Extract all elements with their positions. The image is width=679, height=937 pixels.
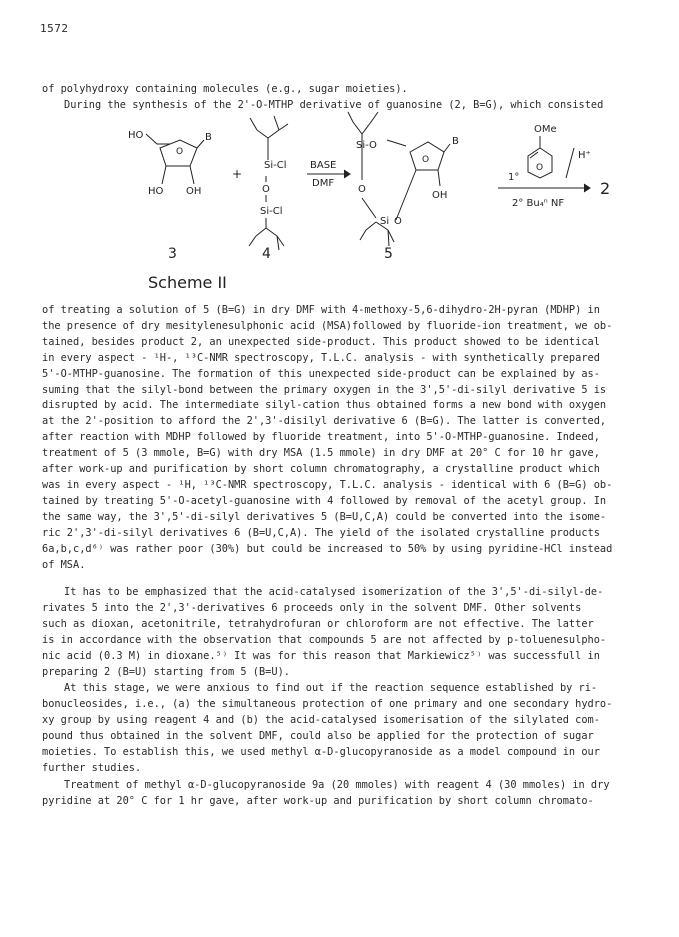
label-o: O <box>422 155 430 165</box>
text-line: xy group by using reagent 4 and (b) the acid-catalysed isomerisation of the silylated com- <box>42 713 600 726</box>
label-base: BASE <box>310 160 337 171</box>
text-line: such as dioxan, acetonitrile, tetrahydrofuran or chloroform are not effective. The latter <box>42 617 594 630</box>
scheme-title: Scheme II <box>148 273 227 292</box>
text-line: ric 2',3'-di-silyl derivatives 6 (B=U,C,A). The yield of the isolated crystalline products <box>42 526 600 539</box>
text-line: is in accordance with the observation that compounds 5 are not affected by p-toluenesulpho- <box>42 633 607 646</box>
label-oh: OH <box>432 190 448 201</box>
text-line: of polyhydroxy containing molecules (e.g., sugar moieties). <box>42 83 408 95</box>
label-oh: OH <box>186 186 202 197</box>
plus-sign: + <box>232 167 243 181</box>
text-line: nic acid (0.3 M) in dioxane.⁵⁾ It was for this reason that Markiewicz⁵⁾ was successfull in <box>42 649 600 662</box>
compound-number: 5 <box>384 246 393 262</box>
text-line: was in every aspect - ¹H, ¹³C-NMR spectroscopy, T.L.C. analysis - identical with 6 (B=G) ob- <box>42 478 613 491</box>
product-number: 2 <box>600 179 611 198</box>
text-line: further studies. <box>42 761 142 774</box>
label-b: B <box>205 132 212 143</box>
paragraph-2 <box>42 585 650 680</box>
label-step-1: 1° <box>508 172 520 183</box>
text-line: pyridine at 20° C for 1 hr gave, after work-up and purification by short column chromato- <box>42 794 594 807</box>
text-line: at the 2'-position to afford the 2',3'-disilyl derivative 6 (B=G). The latter is converted, <box>42 415 607 428</box>
text-line: after work-up and purification by short column chromatography, a crystalline product which <box>42 463 600 476</box>
paragraph-main <box>42 303 650 573</box>
text-line: the same way, the 3',5'-di-silyl derivatives 5 (B=U,C,A) could be converted into the isome- <box>42 510 607 523</box>
text-line: Treatment of methyl α-D-glucopyranoside 9a (20 mmoles) with reagent 4 (30 mmoles) in dry <box>64 779 610 791</box>
label-ome: OMe <box>534 124 557 135</box>
text-line: tained by treating 5'-O-acetyl-guanosine with 4 followed by removal of the acetyl group. In <box>42 494 607 507</box>
compound-number: 4 <box>262 246 271 262</box>
text-line: of treating a solution of 5 (B=G) in dry DMF with 4-methoxy-5,6-dihydro-2H-pyran (MDHP) in <box>42 304 600 316</box>
text-line: At this stage, we were anxious to find out if the reaction sequence established by ri- <box>64 682 598 694</box>
label-si: Si <box>380 216 390 227</box>
paragraph-4 <box>42 778 650 810</box>
label-o: O <box>394 216 402 227</box>
label-o: O <box>176 147 184 157</box>
label-b: B <box>452 136 459 147</box>
label-dmf: DMF <box>312 178 335 189</box>
label-step-2: 2° Bu₄ⁿ NF <box>512 198 565 209</box>
text-line: after reaction with MDHP followed by fluoride treatment, into 5'-O-MTHP-guanosine. Indeed, <box>42 431 600 444</box>
text-line: preparing 2 (B=U) starting from 5 (B=U). <box>42 665 290 678</box>
text-line: of MSA. <box>42 558 86 571</box>
text-line: moieties. To establish this, we used methyl α-D-glucopyranoside as a model compound in our <box>42 745 600 758</box>
label-ho: HO <box>148 186 164 197</box>
compound-number: 3 <box>168 246 177 262</box>
text-line: treatment of 5 (3 mmole, B=G) with dry MSA (1.5 mmole) in dry DMF at 20° C for 10 hr gave, <box>42 447 600 460</box>
text-line: 6a,b,c,d⁶⁾ was rather poor (30%) but could be increased to 50% by using pyridine-HCl instead <box>42 542 613 555</box>
label-si-cl: Si-Cl <box>260 206 283 217</box>
label-si-cl: Si-Cl <box>264 160 287 171</box>
paragraph-3 <box>42 681 650 776</box>
label-o: O <box>536 163 544 173</box>
text-line: suming that the silyl-bond between the primary oxygen in the 3',5'-di-silyl derivative 5 is <box>42 383 607 396</box>
text-line: disrupted by acid. The intermediate silyl-cation thus obtained forms a new bond with oxygen <box>42 399 607 412</box>
text-line: the presence of dry mesitylenesulphonic acid (MSA)followed by fluoride-ion treatment, we ob- <box>42 319 613 332</box>
text-line: in every aspect - ¹H-, ¹³C-NMR spectroscopy, T.L.C. analysis - with synthetically prepared <box>42 351 600 364</box>
text-line: rivates 5 into the 2',3'-derivatives 6 proceeds only in the solvent DMF. Other solvents <box>42 601 582 614</box>
text-line: bonucleosides, i.e., (a) the simultaneous protection of one primary and one secondary hydro- <box>42 697 613 710</box>
reaction-scheme <box>0 100 679 300</box>
text-line: 5'-O-MTHP-guanosine. The formation of this unexpected side-product can be explained by as- <box>42 367 600 380</box>
label-o: O <box>262 184 270 195</box>
text-line: pound thus obtained in the solvent DMF, could also be applied for the protection of sugar <box>42 729 594 742</box>
text-line: tained, besides product 2, an unexpected side-product. This product showed to be identical <box>42 335 600 348</box>
page-number: 1572 <box>40 22 69 35</box>
label-ho: HO <box>128 130 144 141</box>
text-line: During the synthesis of the 2'-O-MTHP derivative of guanosine (2, B=G), which consisted <box>64 98 604 111</box>
label-si-o: Si-O <box>356 140 377 151</box>
text-line: It has to be emphasized that the acid-catalysed isomerization of the 3',5'-di-silyl-de- <box>64 586 604 598</box>
label-h-plus: H⁺ <box>578 150 591 161</box>
label-o: O <box>358 184 366 195</box>
